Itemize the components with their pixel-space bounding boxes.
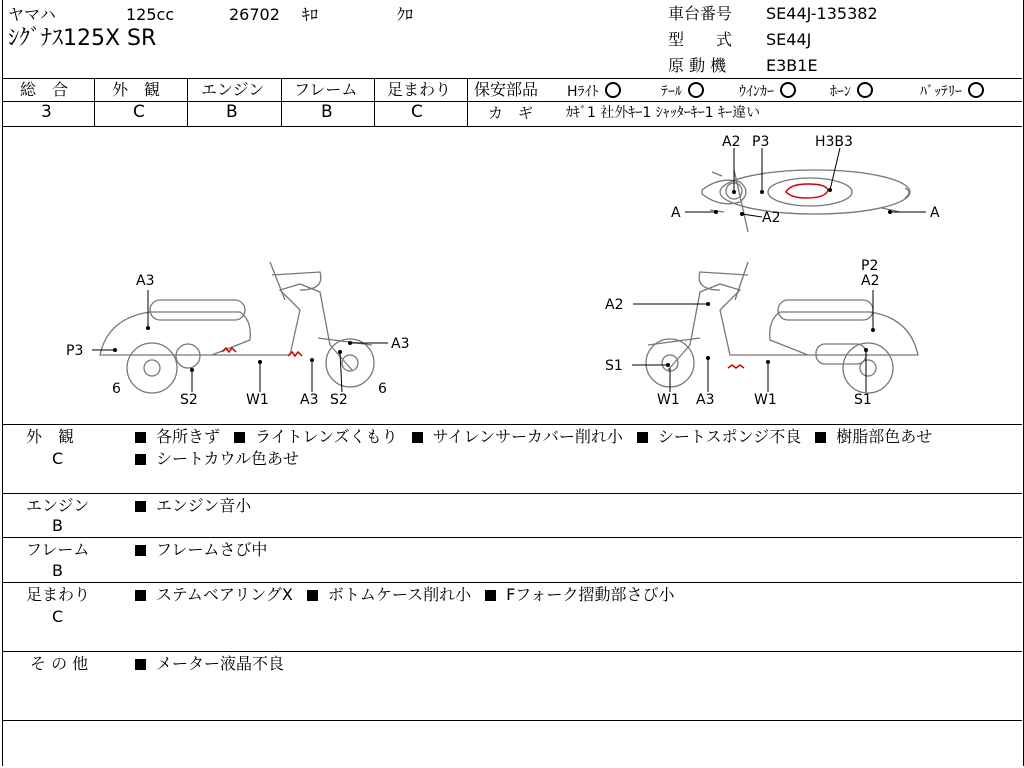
diagram-label: A2 [722, 134, 741, 150]
grade-label-exterior: 外 観 [112, 80, 161, 99]
bullet-square-icon [135, 659, 146, 670]
diagram-label: S2 [180, 392, 198, 408]
remark-text: ライトレンズくもり [255, 427, 398, 446]
safety-item-headlight: Hﾗｲﾄ [567, 84, 599, 100]
grade-col-divider [281, 78, 282, 126]
remarks-top-border [2, 424, 1022, 425]
diagram-label: A2 [762, 210, 781, 226]
remarks-grade: C [52, 607, 64, 626]
remarks-line [135, 498, 265, 514]
mileage-unit: ｷﾛ [302, 5, 319, 24]
remark-item [815, 427, 932, 446]
remark-item [135, 585, 293, 604]
bullet-square-icon [135, 501, 146, 512]
remarks-category: 足まわり [26, 585, 91, 604]
ok-circle-icon [968, 82, 984, 98]
remark-text: 樹脂部色あせ [836, 427, 933, 446]
bullet-square-icon [637, 432, 648, 443]
remark-text: Fフォーク摺動部さび小 [506, 585, 675, 604]
remark-text: シートスポンジ不良 [657, 427, 802, 446]
grade-row-divider [2, 101, 1022, 102]
bullet-square-icon [135, 454, 146, 465]
grade-value-overall: 3 [41, 102, 52, 122]
remark-item [485, 585, 674, 604]
remark-text: シートカウル色あせ [156, 449, 300, 468]
diagram-label: A2 [605, 297, 624, 313]
grade-label-frame: フレーム [294, 80, 358, 99]
safety-item [567, 82, 621, 99]
engine-code-value: E3B1E [766, 56, 818, 75]
model-type-value: SE44J [766, 30, 812, 49]
bullet-square-icon [135, 432, 146, 443]
safety-item-winker: ｳｲﾝｶｰ [739, 84, 774, 100]
diagram-label: A3 [391, 336, 410, 352]
model-type-label: 型 式 [668, 30, 733, 49]
ok-circle-icon [780, 82, 796, 98]
safety-item [739, 82, 796, 99]
grade-value-frame: B [321, 102, 333, 122]
ok-circle-icon [857, 82, 873, 98]
grade-value-engine: B [226, 102, 238, 122]
scooter-top-view [702, 170, 910, 232]
remarks-divider [2, 651, 1022, 652]
grade-label-engine: エンジン [201, 80, 265, 99]
remark-text: ステムベアリングX [156, 585, 293, 604]
diagram-label: 6 [378, 381, 387, 397]
remark-item [135, 654, 284, 673]
remark-item [135, 427, 220, 446]
diagram-label: W1 [657, 392, 680, 408]
safety-item-horn: ﾎｰﾝ [830, 84, 851, 100]
ok-circle-icon [688, 82, 704, 98]
remark-item [135, 540, 267, 559]
remark-text: フレームさび中 [156, 540, 268, 559]
bullet-square-icon [135, 590, 146, 601]
bullet-square-icon [135, 545, 146, 556]
grade-table-top [2, 78, 1022, 79]
remarks-grade: C [52, 449, 64, 468]
safety-item-tail: ﾃｰﾙ [661, 84, 682, 100]
diagram-label: P3 [66, 343, 84, 359]
diagram-label: 6 [112, 381, 121, 397]
key-label: カ ギ [488, 104, 534, 122]
bullet-square-icon [234, 432, 245, 443]
diagram-label: S2 [330, 392, 348, 408]
grade-col-divider [94, 78, 95, 126]
remark-item [307, 585, 471, 604]
diagram-label: P2 [861, 258, 879, 274]
maker: ヤマハ [8, 5, 56, 24]
remarks-line [135, 587, 689, 603]
remarks-divider [2, 493, 1022, 494]
remark-text: 各所きず [156, 427, 221, 446]
diagram-label: A [671, 205, 681, 221]
bullet-square-icon [485, 590, 496, 601]
safety-item [661, 82, 704, 99]
mileage: 26702 [229, 5, 280, 24]
damage-diagram [0, 126, 1024, 424]
bullet-square-icon [307, 590, 318, 601]
frame-number-value: SE44J-135382 [766, 4, 878, 23]
remarks-category: エンジン [26, 496, 90, 515]
remark-item [412, 427, 623, 446]
displacement: 125cc [126, 5, 175, 24]
safety-item [830, 82, 873, 99]
engine-code-label: 原 動 機 [668, 56, 727, 75]
remark-item [135, 496, 251, 515]
diagram-label: H3B3 [815, 134, 853, 150]
diagram-label: A2 [861, 273, 880, 289]
grade-label-overall: 総 合 [20, 80, 69, 99]
grade-value-exterior: C [133, 102, 145, 122]
diagram-label: S1 [605, 358, 623, 374]
remarks-grade: B [52, 561, 63, 580]
remarks-line [135, 656, 298, 672]
safety-parts-label: 保安部品 [474, 80, 539, 99]
diagram-label: P3 [752, 134, 770, 150]
grade-col-divider [187, 78, 188, 126]
safety-item [920, 82, 984, 99]
remarks-line [135, 429, 946, 445]
remarks-category: 外 観 [26, 427, 75, 446]
remarks-grade: B [52, 516, 63, 535]
diagram-label: W1 [246, 392, 269, 408]
diagram-label: A3 [136, 273, 155, 289]
frame-number-label: 車台番号 [668, 4, 733, 23]
grade-col-divider [374, 78, 375, 126]
remarks-line [135, 542, 281, 558]
grade-value-suspension: C [411, 102, 423, 122]
remarks-line [135, 451, 313, 467]
remarks-category: そ の 他 [30, 654, 89, 673]
remark-text: サイレンサーカバー削れ小 [432, 427, 623, 446]
remark-text: メーター液晶不良 [156, 654, 285, 673]
bullet-square-icon [815, 432, 826, 443]
ok-circle-icon [605, 82, 621, 98]
bullet-square-icon [412, 432, 423, 443]
key-value: ｶｷﾞ1 社外ｷｰ1 ｼｬｯﾀｰｷｰ1 ｷｰ違い [566, 105, 761, 121]
remark-item [637, 427, 801, 446]
remark-text: ボトムケース削れ小 [327, 585, 472, 604]
remarks-category: フレーム [26, 540, 90, 559]
diagram-label: W1 [754, 392, 777, 408]
model-name: ｼｸﾞﾅｽ125X SR [8, 26, 157, 51]
remark-text: エンジン音小 [156, 496, 252, 515]
grade-label-suspension: 足まわり [387, 80, 452, 99]
remark-item [135, 449, 299, 468]
diagram-label: A3 [696, 392, 715, 408]
diagram-label: S1 [854, 392, 872, 408]
remarks-divider [2, 720, 1022, 721]
remarks-divider [2, 537, 1022, 538]
safety-item-battery: ﾊﾞｯﾃﾘｰ [920, 84, 962, 100]
diagram-label: A3 [300, 392, 319, 408]
remark-item [234, 427, 398, 446]
body-color: ｸﾛ [397, 5, 414, 24]
grade-col-divider [467, 78, 468, 126]
remarks-divider [2, 582, 1022, 583]
diagram-label: A [930, 205, 940, 221]
damage-marks [222, 184, 828, 368]
